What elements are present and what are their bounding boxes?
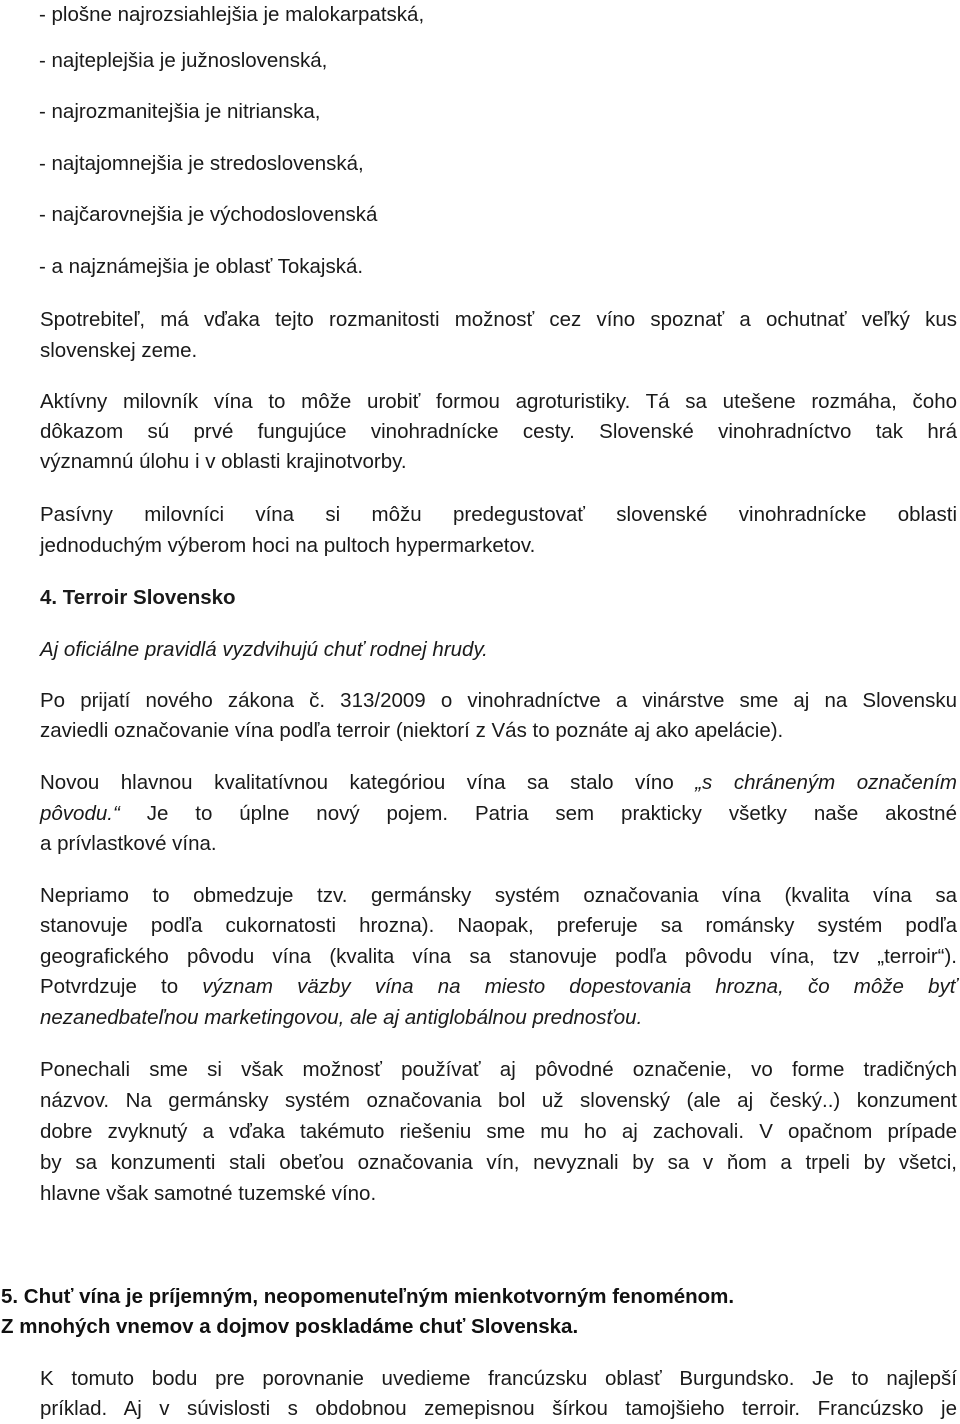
paragraph-line: hlavne však samotné tuzemské víno. bbox=[40, 1182, 377, 1205]
paragraph-line: dôkazom sú prvé fungujúce vinohradnícke cesty. Slovenské vinohradníctvo tak hrá bbox=[40, 420, 957, 443]
paragraph-line: príklad. Aj v súvislosti s obdobnou zemepisnou šírkou tamojšieho terroir. Francúzsko je bbox=[40, 1397, 957, 1420]
paragraph-line: stanovuje podľa cukornatosti hrozna). Naopak, preferuje sa románsky systém podľa bbox=[40, 914, 957, 937]
paragraph-line: významnú úlohu i v oblasti krajinotvorby. bbox=[40, 450, 407, 473]
paragraph-line: K tomuto bodu pre porovnanie uvedieme francúzsku oblasť Burgundsko. Je to najlepší bbox=[40, 1367, 957, 1390]
paragraph-line: Nepriamo to obmedzuje tzv. germánsky systém označovania vína (kvalita vína sa bbox=[40, 884, 957, 907]
list-item: - a najznámejšia je oblasť Tokajská. bbox=[39, 255, 364, 278]
text-run: Novou hlavnou kvalitatívnou kategóriou vína sa stalo víno bbox=[40, 771, 674, 794]
paragraph-line: nezanedbateľnou marketingovou, ale aj antiglobálnou prednosťou. bbox=[40, 1006, 643, 1029]
section-heading: 5. Chuť vína je príjemným, neopomenuteľným mienkotvorným fenoménom. bbox=[1, 1285, 735, 1308]
paragraph-line: dobre zvyknutý a vďaka takémuto riešeniu sme mu ho aj zachovali. V opačnom prípade bbox=[40, 1120, 957, 1143]
paragraph-line: jednoduchým výberom hoci na pultoch hypermarketov. bbox=[40, 534, 536, 557]
paragraph-line: Pasívny milovníci vína si môžu predegustovať slovenské vinohradnícke oblasti bbox=[40, 503, 957, 526]
paragraph-line: zaviedli označovanie vína podľa terroir (niektorí z Vás to poznáte aj ako apelácie). bbox=[40, 719, 784, 742]
text-run: Potvrdzuje to bbox=[40, 975, 179, 998]
list-item: - najtajomnejšia je stredoslovenská, bbox=[39, 152, 364, 175]
paragraph-line: slovenskej zeme. bbox=[40, 339, 198, 362]
paragraph-line: geografického pôvodu vína (kvalita vína sa stanovuje podľa pôvodu vína, tzv „terroir“). bbox=[40, 945, 957, 968]
text-run: Je to úplne nový pojem. Patria sem prakticky všetky naše akostné bbox=[146, 802, 957, 825]
paragraph-line bbox=[40, 799, 957, 829]
paragraph-line: názvov. Na germánsky systém označovania bol už slovenský (ale aj český..) konzument bbox=[40, 1089, 957, 1112]
list-item: - plošne najrozsiahlejšia je malokarpatská, bbox=[39, 3, 425, 26]
section-heading: Z mnohých vnemov a dojmov poskladáme chuť Slovenska. bbox=[1, 1315, 579, 1338]
section-subtitle: Aj oficiálne pravidlá vyzdvihujú chuť rodnej hrudy. bbox=[40, 638, 488, 661]
list-item: - najčarovnejšia je východoslovenská bbox=[39, 203, 378, 226]
paragraph-line: Aktívny milovník vína to môže urobiť formou agroturistiky. Tá sa utešene rozmáha, čoho bbox=[40, 390, 957, 413]
paragraph-line: Ponechali sme si však možnosť používať aj pôvodné označenie, vo forme tradičných bbox=[40, 1058, 957, 1081]
paragraph-line bbox=[40, 768, 957, 798]
text-run-italic: pôvodu.“ bbox=[40, 802, 120, 825]
list-item: - najteplejšia je južnoslovenská, bbox=[39, 49, 328, 72]
paragraph-line: a prívlastkové vína. bbox=[40, 832, 217, 855]
paragraph-line bbox=[40, 972, 957, 1002]
list-item: - najrozmanitejšia je nitrianska, bbox=[39, 100, 321, 123]
text-run-italic: význam väzby vína na miesto dopestovania hrozna, čo môže byť bbox=[202, 975, 957, 998]
paragraph-line: by sa konzumenti stali obeťou označovania vín, nevyznali by sa v ňom a trpeli by všetci, bbox=[40, 1151, 957, 1174]
section-heading: 4. Terroir Slovensko bbox=[40, 586, 236, 609]
paragraph-line: Spotrebiteľ, má vďaka tejto rozmanitosti možnosť cez víno spoznať a ochutnať veľký kus bbox=[40, 308, 957, 331]
paragraph-line: Po prijatí nového zákona č. 313/2009 o vinohradníctve a vinárstve sme aj na Slovensku bbox=[40, 689, 957, 712]
text-run-italic: „s chráneným označením bbox=[695, 771, 958, 794]
